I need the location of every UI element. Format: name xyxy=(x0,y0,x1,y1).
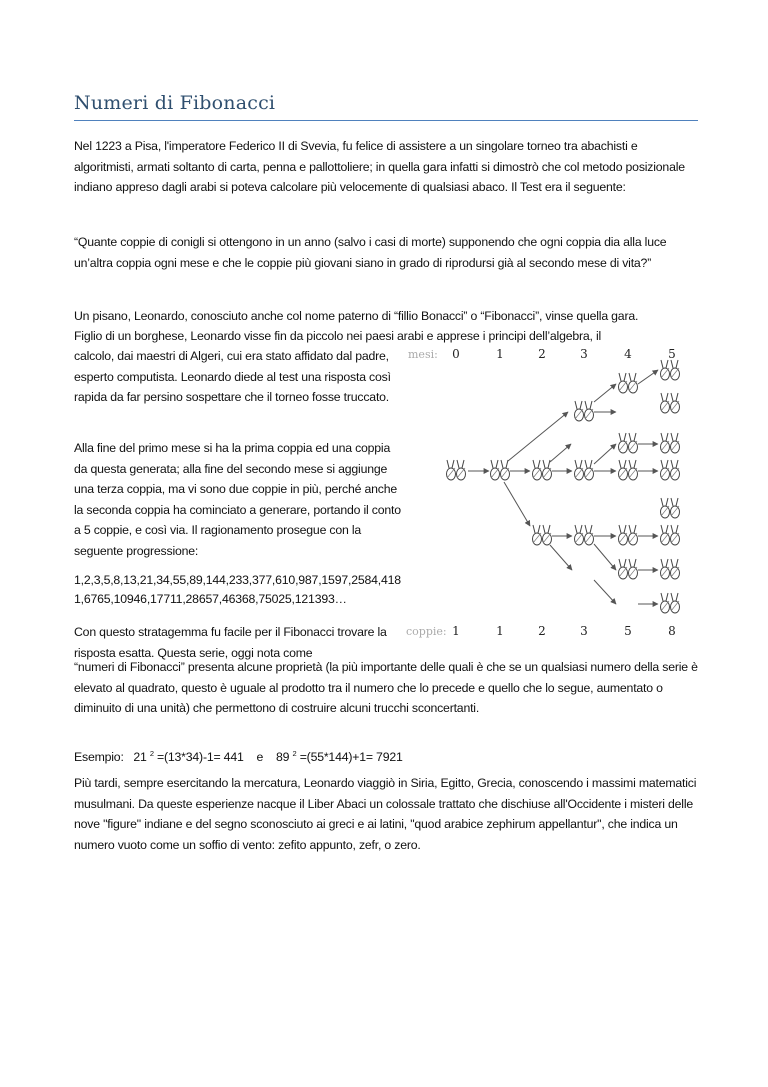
rabbit-pair-icon xyxy=(619,373,638,393)
rabbit-pair-icon xyxy=(575,525,594,545)
rabbit-pair-icon xyxy=(533,525,552,545)
arrow xyxy=(638,370,658,384)
pair-count-label: 8 xyxy=(668,624,676,638)
leonardo-paragraph-line2: Figlio di un borghese, Leonardo visse fin da piccolo nei paesi arabi e apprese i principi dell’algebra, il xyxy=(74,329,602,343)
arrow xyxy=(504,482,530,526)
example-1-exponent: 2 xyxy=(149,749,154,758)
rabbit-pair-icon xyxy=(661,498,680,518)
example-2-formula: =(55*144)+1= 7921 xyxy=(299,750,403,765)
month-label: 4 xyxy=(624,347,632,361)
rabbit-pair-icon xyxy=(661,593,680,613)
rabbit-pair-icon xyxy=(619,460,638,480)
rabbit-tree-svg xyxy=(404,340,704,642)
example-joiner: e xyxy=(256,750,264,765)
liber-abaci-paragraph: Più tardi, sempre esercitando la mercatura, Leonardo viaggiò in Siria, Egitto, Grecia, conoscendo i massimi matematici musulmani. Da queste esperienze nacque il Liber Abaci un colossale trattato che dischiuse all'Occidente i misteri delle nove "figure" indiane e del segno sconosciuto ai greci e ai latini, "quod arabice zephirum appellantur", che indica un numero vuoto come un soffio di vento: zefito appunto, zefr, o zero. xyxy=(74,776,697,852)
leonardo-paragraph-rest: calcolo, dai maestri di Algeri, cui era stato affidato dal padre, esperto computista. Leonardo diede al test una risposta così rapida da far persino sospettare che il torneo fosse truccato. xyxy=(74,349,391,404)
rabbit-pair-icon xyxy=(575,460,594,480)
rabbit-pair-icon xyxy=(619,559,638,579)
fibonacci-sequence: 1,2,3,5,8,13,21,34,55,89,144,233,377,610,987,1597,2584,4181,6765,10946,17711,28657,46368,75025,121393… xyxy=(74,573,401,606)
pair-count-label: 3 xyxy=(580,624,588,638)
arrow xyxy=(594,444,616,464)
rabbit-pair-icon xyxy=(661,360,680,380)
rabbit-pair-icon xyxy=(619,525,638,545)
rabbit-pair-icon xyxy=(661,525,680,545)
example-1-base: 21 xyxy=(133,750,147,765)
arrow xyxy=(550,545,572,570)
page-title: Numeri di Fibonacci xyxy=(74,92,276,114)
month-label: 3 xyxy=(580,347,588,361)
example-line xyxy=(74,744,700,768)
properties-paragraph-rest: “numeri di Fibonacci” presenta alcune proprietà (la più importante delle quali è che se un qualsiasi numero della serie è elevato al quadrato, questo è uguale al prodotto tra il numero che lo precede e quello che lo segue, aumentato o diminuito di una unità) che permettono di costruire alcuni trucchi sconcertanti. xyxy=(74,660,698,715)
properties-paragraph-start: Con questo stratagemma fu facile per il Fibonacci trovare la risposta esatta. Questa serie, oggi nota come xyxy=(74,625,387,660)
title-divider xyxy=(74,120,698,121)
leonardo-paragraph-line1: Un pisano, Leonardo, conosciuto anche col nome paterno di “fillio Bonacci” o “Fibonacci”, vinse quella gara. xyxy=(74,309,639,323)
rabbit-pair-icon xyxy=(491,460,510,480)
pair-count-labels xyxy=(452,624,676,638)
test-question-paragraph: “Quante coppie di conigli si ottengono in un anno (salvo i casi di morte) supponendo che ogni coppia dia alla luce un’altra coppia ogni mese e che le coppie più giovani siano in grado di riprodursi già al secondo mese di vita?” xyxy=(74,235,667,270)
example-2-base: 89 xyxy=(275,750,290,765)
pair-count-label: 5 xyxy=(624,624,632,638)
reasoning-paragraph: Alla fine del primo mese si ha la prima coppia ed una coppia da questa generata; alla fine del secondo mese si aggiunge una terza coppia, ma vi sono due coppie in più, perché anche la seconda coppia ha cominciato a generare, portando il conto a 5 coppie, e così via. Il ragionamento prosegue con la seguente progressione: xyxy=(74,441,401,558)
months-label: mesi: xyxy=(408,348,438,361)
arrow xyxy=(550,444,571,462)
month-label: 0 xyxy=(452,347,460,361)
example-label: Esempio: xyxy=(74,750,124,765)
arrow xyxy=(594,384,616,402)
rabbit-pair-icon xyxy=(575,401,594,421)
month-labels xyxy=(452,347,676,361)
example-1-formula: =(13*34)-1= 441 xyxy=(157,750,244,765)
rabbit-pair-icon xyxy=(661,460,680,480)
rabbit-pair-icon xyxy=(661,559,680,579)
month-label: 5 xyxy=(668,347,676,361)
rabbit-pair-icon xyxy=(447,460,466,480)
rabbit-pair-icon xyxy=(533,460,552,480)
month-label: 2 xyxy=(538,347,546,361)
pairs-label: coppie: xyxy=(406,625,447,638)
intro-paragraph: Nel 1223 a Pisa, l'imperatore Federico II di Svevia, fu felice di assistere a un singolare torneo tra abachisti e algoritmisti, armati soltanto di carta, penna e pallottoliere; in quella gara infatti si dimostrò che col metodo posizionale indiano appreso dagli arabi si poteva calcolare più velocemente di qualsiasi abaco. Il Test era il seguente: xyxy=(74,139,685,194)
arrow xyxy=(594,580,616,604)
arrow xyxy=(594,544,616,570)
pair-count-label: 2 xyxy=(538,624,546,638)
example-2-exponent: 2 xyxy=(292,749,297,758)
rabbit-pair-icon xyxy=(661,433,680,453)
pair-count-label: 1 xyxy=(452,624,460,638)
month-label: 1 xyxy=(496,347,504,361)
rabbit-pair-icon xyxy=(619,433,638,453)
pair-count-label: 1 xyxy=(496,624,504,638)
rabbit-breeding-diagram xyxy=(404,340,704,642)
rabbit-pairs xyxy=(447,360,680,613)
rabbit-pair-icon xyxy=(661,393,680,413)
